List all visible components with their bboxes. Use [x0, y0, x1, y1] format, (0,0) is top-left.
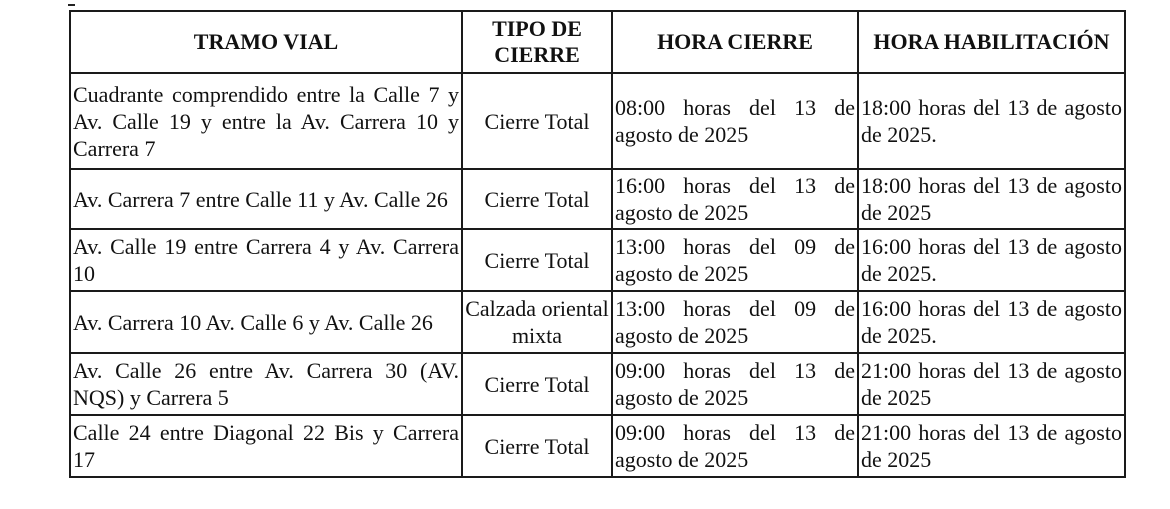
cell-tramo: Av. Carrera 10 Av. Calle 6 y Av. Calle 26 [70, 291, 462, 353]
table-row [70, 229, 1125, 291]
header-tipo-de-cierre: TIPO DE CIERRE [462, 11, 612, 73]
table-row [70, 169, 1125, 229]
cell-tipo: Cierre Total [462, 415, 612, 477]
cell-tipo: Cierre Total [462, 353, 612, 415]
cell-hora-habilitacion: 16:00 horas del 13 de agosto de 2025. [858, 291, 1125, 353]
header-hora-habilitacion: HORA HABILITACIÓN [858, 11, 1125, 73]
cell-tramo: Av. Carrera 7 entre Calle 11 y Av. Calle 26 [70, 169, 462, 229]
cell-tramo: Calle 24 entre Diagonal 22 Bis y Carrera 17 [70, 415, 462, 477]
table-row [70, 291, 1125, 353]
table-row [70, 415, 1125, 477]
cell-tipo: Cierre Total [462, 229, 612, 291]
cell-tramo: Av. Calle 26 entre Av. Carrera 30 (AV. NQS) y Carrera 5 [70, 353, 462, 415]
header-hora-cierre: HORA CIERRE [612, 11, 858, 73]
cell-tipo: Cierre Total [462, 169, 612, 229]
cell-hora-cierre: 08:00 horas del 13 de agosto de 2025 [612, 73, 858, 169]
cell-hora-habilitacion: 18:00 horas del 13 de agosto de 2025. [858, 73, 1125, 169]
stray-mark [68, 4, 75, 6]
cell-hora-habilitacion: 21:00 horas del 13 de agosto de 2025 [858, 415, 1125, 477]
cell-hora-habilitacion: 16:00 horas del 13 de agosto de 2025. [858, 229, 1125, 291]
cell-tramo: Av. Calle 19 entre Carrera 4 y Av. Carrera 10 [70, 229, 462, 291]
cell-hora-cierre: 09:00 horas del 13 de agosto de 2025 [612, 415, 858, 477]
header-row [70, 11, 1125, 73]
road-closures-table [69, 10, 1126, 478]
cell-hora-habilitacion: 18:00 horas del 13 de agosto de 2025 [858, 169, 1125, 229]
cell-hora-cierre: 16:00 horas del 13 de agosto de 2025 [612, 169, 858, 229]
table-row [70, 73, 1125, 169]
cell-hora-cierre: 13:00 horas del 09 de agosto de 2025 [612, 229, 858, 291]
cell-hora-habilitacion: 21:00 horas del 13 de agosto de 2025 [858, 353, 1125, 415]
cell-tipo: Calzada oriental mixta [462, 291, 612, 353]
table-row [70, 353, 1125, 415]
header-tramo-vial: TRAMO VIAL [70, 11, 462, 73]
cell-tipo: Cierre Total [462, 73, 612, 169]
cell-hora-cierre: 13:00 horas del 09 de agosto de 2025 [612, 291, 858, 353]
cell-hora-cierre: 09:00 horas del 13 de agosto de 2025 [612, 353, 858, 415]
cell-tramo: Cuadrante comprendido entre la Calle 7 y Av. Calle 19 y entre la Av. Carrera 10 y Carrera 7 [70, 73, 462, 169]
